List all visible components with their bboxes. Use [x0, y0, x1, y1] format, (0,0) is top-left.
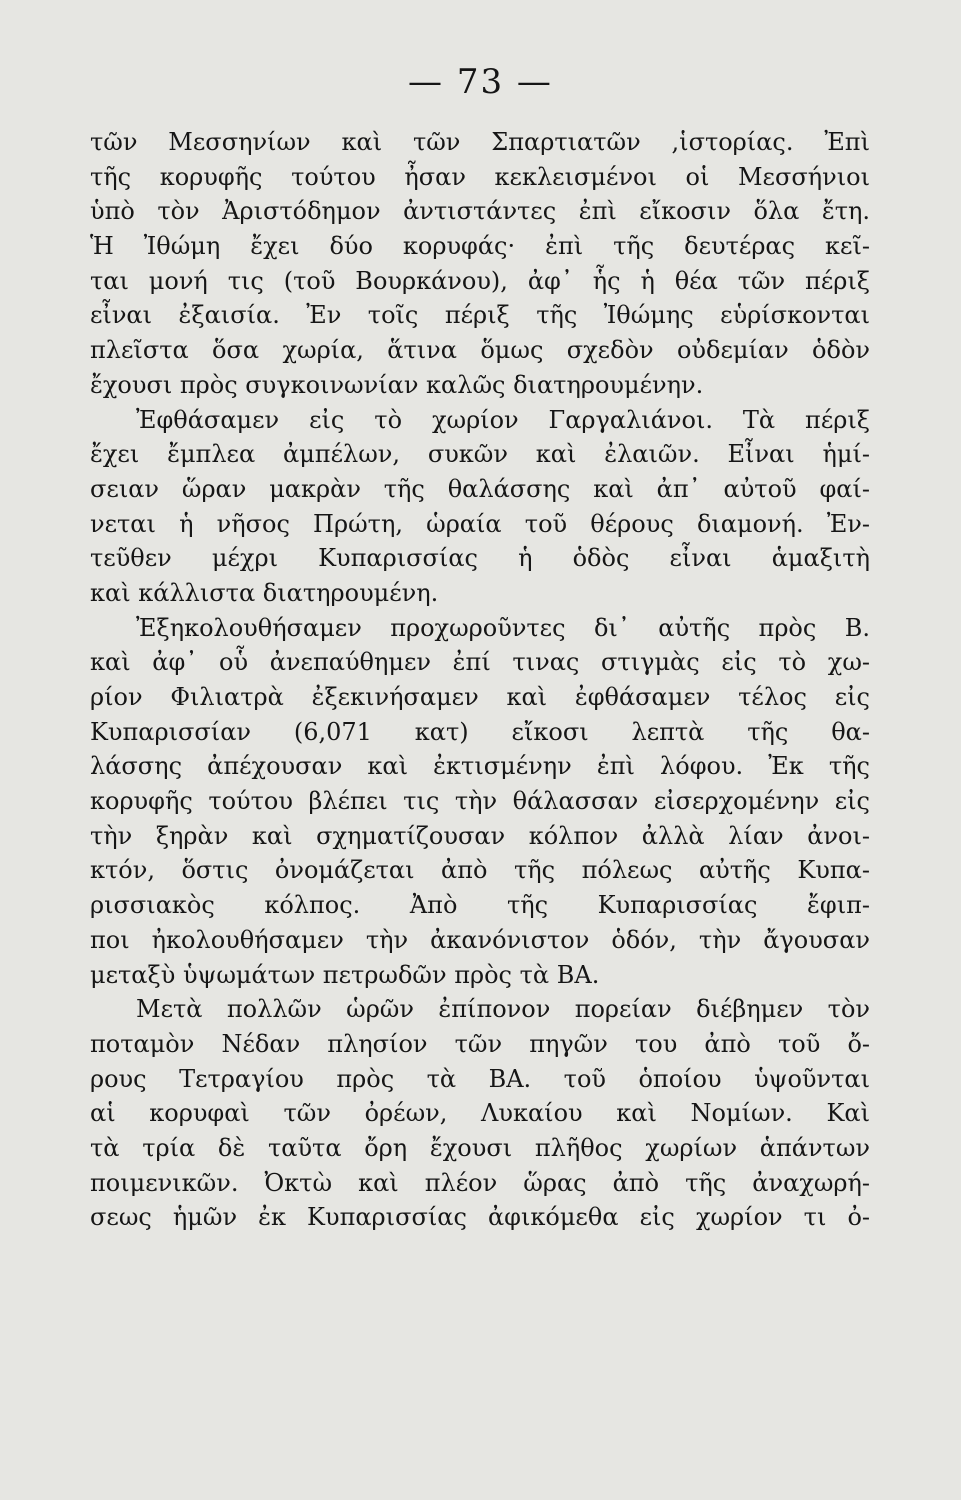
- text-line: ρισσιακὸς κόλπος. Ἀπὸ τῆς Κυπαρισσίας ἔφιπ-: [90, 891, 870, 920]
- text-line: αἱ κορυφαὶ τῶν ὀρέων, Λυκαίου καὶ Νομίων. Καὶ: [90, 1099, 870, 1128]
- text-line: τὴν ξηρὰν καὶ σχηματίζουσαν κόλπον ἀλλὰ λίαν ἀνοι-: [90, 821, 870, 850]
- text-line: εἶναι ἐξαισία. Ἐν τοῖς πέριξ τῆς Ἰθώμης εὑρίσκονται: [90, 301, 870, 330]
- text-line: ποιμενικῶν. Ὀκτὼ καὶ πλέον ὥρας ἀπὸ τῆς ἀναχωρή-: [90, 1168, 870, 1197]
- text-line: σειαν ὥραν μακρὰν τῆς θαλάσσης καὶ ἀπ᾽ αὐτοῦ φαί-: [90, 474, 870, 503]
- text-line: μεταξὺ ὑψωμάτων πετρωδῶν πρὸς τὰ ΒΑ.: [90, 960, 600, 989]
- text-line: Ἐφθάσαμεν εἰς τὸ χωρίον Γαργαλιάνοι. Τὰ πέριξ: [136, 405, 870, 434]
- page-number: — 73 —: [408, 62, 553, 102]
- text-line: ρους Τετραγίου πρὸς τὰ ΒΑ. τοῦ ὁποίου ὑψοῦνται: [90, 1064, 870, 1093]
- text-line: πλεῖστα ὅσα χωρία, ἅτινα ὅμως σχεδὸν οὐδεμίαν ὁδὸν: [90, 336, 870, 365]
- text-line: καὶ ἀφ᾽ οὗ ἀνεπαύθημεν ἐπί τινας στιγμὰς εἰς τὸ χω-: [90, 648, 870, 677]
- text-line: σεως ἡμῶν ἐκ Κυπαρισσίας ἀφικόμεθα εἰς χωρίον τι ὀ-: [90, 1203, 870, 1232]
- text-line: Μετὰ πολλῶν ὡρῶν ἐπίπονον πορείαν διέβημεν τὸν: [136, 995, 870, 1024]
- text-line: τῆς κορυφῆς τούτου ἦσαν κεκλεισμένοι οἱ Μεσσήνιοι: [90, 162, 870, 191]
- text-line: ποταμὸν Νέδαν πλησίον τῶν πηγῶν του ἀπὸ τοῦ ὄ-: [90, 1029, 870, 1058]
- text-line: Ἐξηκολουθήσαμεν προχωροῦντες δι᾽ αὐτῆς πρὸς Β.: [136, 613, 870, 642]
- text-line: κτόν, ὅστις ὀνομάζεται ἀπὸ τῆς πόλεως αὐτῆς Κυπα-: [90, 856, 870, 885]
- text-line: Ἡ Ἰθώμη ἔχει δύο κορυφάς· ἐπὶ τῆς δευτέρας κεῖ-: [90, 232, 870, 261]
- text-line: ρίον Φιλιατρὰ ἐξεκινήσαμεν καὶ ἐφθάσαμεν τέλος εἰς: [90, 683, 870, 711]
- text-line: ται μονή τις (τοῦ Βουρκάνου), ἀφ᾽ ἧς ἡ θέα τῶν πέριξ: [90, 266, 870, 295]
- text-line: κορυφῆς τούτου βλέπει τις τὴν θάλασσαν εἰσερχομένην εἰς: [90, 787, 870, 816]
- text-line: νεται ἡ νῆσος Πρώτη, ὡραία τοῦ θέρους διαμονή. Ἐν-: [90, 509, 870, 538]
- text-line: ἔχουσι πρὸς συγκοινωνίαν καλῶς διατηρουμένην.: [90, 370, 704, 399]
- text-line: ἔχει ἔμπλεα ἀμπέλων, συκῶν καὶ ἐλαιῶν. Εἶναι ἡμί-: [90, 440, 870, 469]
- text-line: τῶν Μεσσηνίων καὶ τῶν Σπαρτιατῶν ,ἱστορίας. Ἐπὶ: [90, 128, 870, 156]
- text-line: τεῦθεν μέχρι Κυπαρισσίας ἡ ὁδὸς εἶναι ἁμαξιτὴ: [90, 544, 870, 573]
- text-line: Κυπαρισσίαν (6,071 κατ) εἴκοσι λεπτὰ τῆς θα-: [90, 717, 870, 746]
- body-text: [90, 125, 870, 1235]
- text-line: λάσσης ἀπέχουσαν καὶ ἐκτισμένην ἐπὶ λόφου. Ἐκ τῆς: [90, 752, 870, 781]
- text-line: καὶ κάλλιστα διατηρουμένη.: [90, 578, 439, 607]
- text-line: τὰ τρία δὲ ταῦτα ὄρη ἔχουσι πλῆθος χωρίων ἁπάντων: [90, 1133, 870, 1162]
- text-line: ποι ἠκολουθήσαμεν τὴν ἀκανόνιστον ὁδόν, τὴν ἄγουσαν: [90, 925, 870, 954]
- text-line: ὑπὸ τὸν Ἀριστόδημον ἀντιστάντες ἐπὶ εἴκοσιν ὅλα ἔτη.: [90, 197, 870, 226]
